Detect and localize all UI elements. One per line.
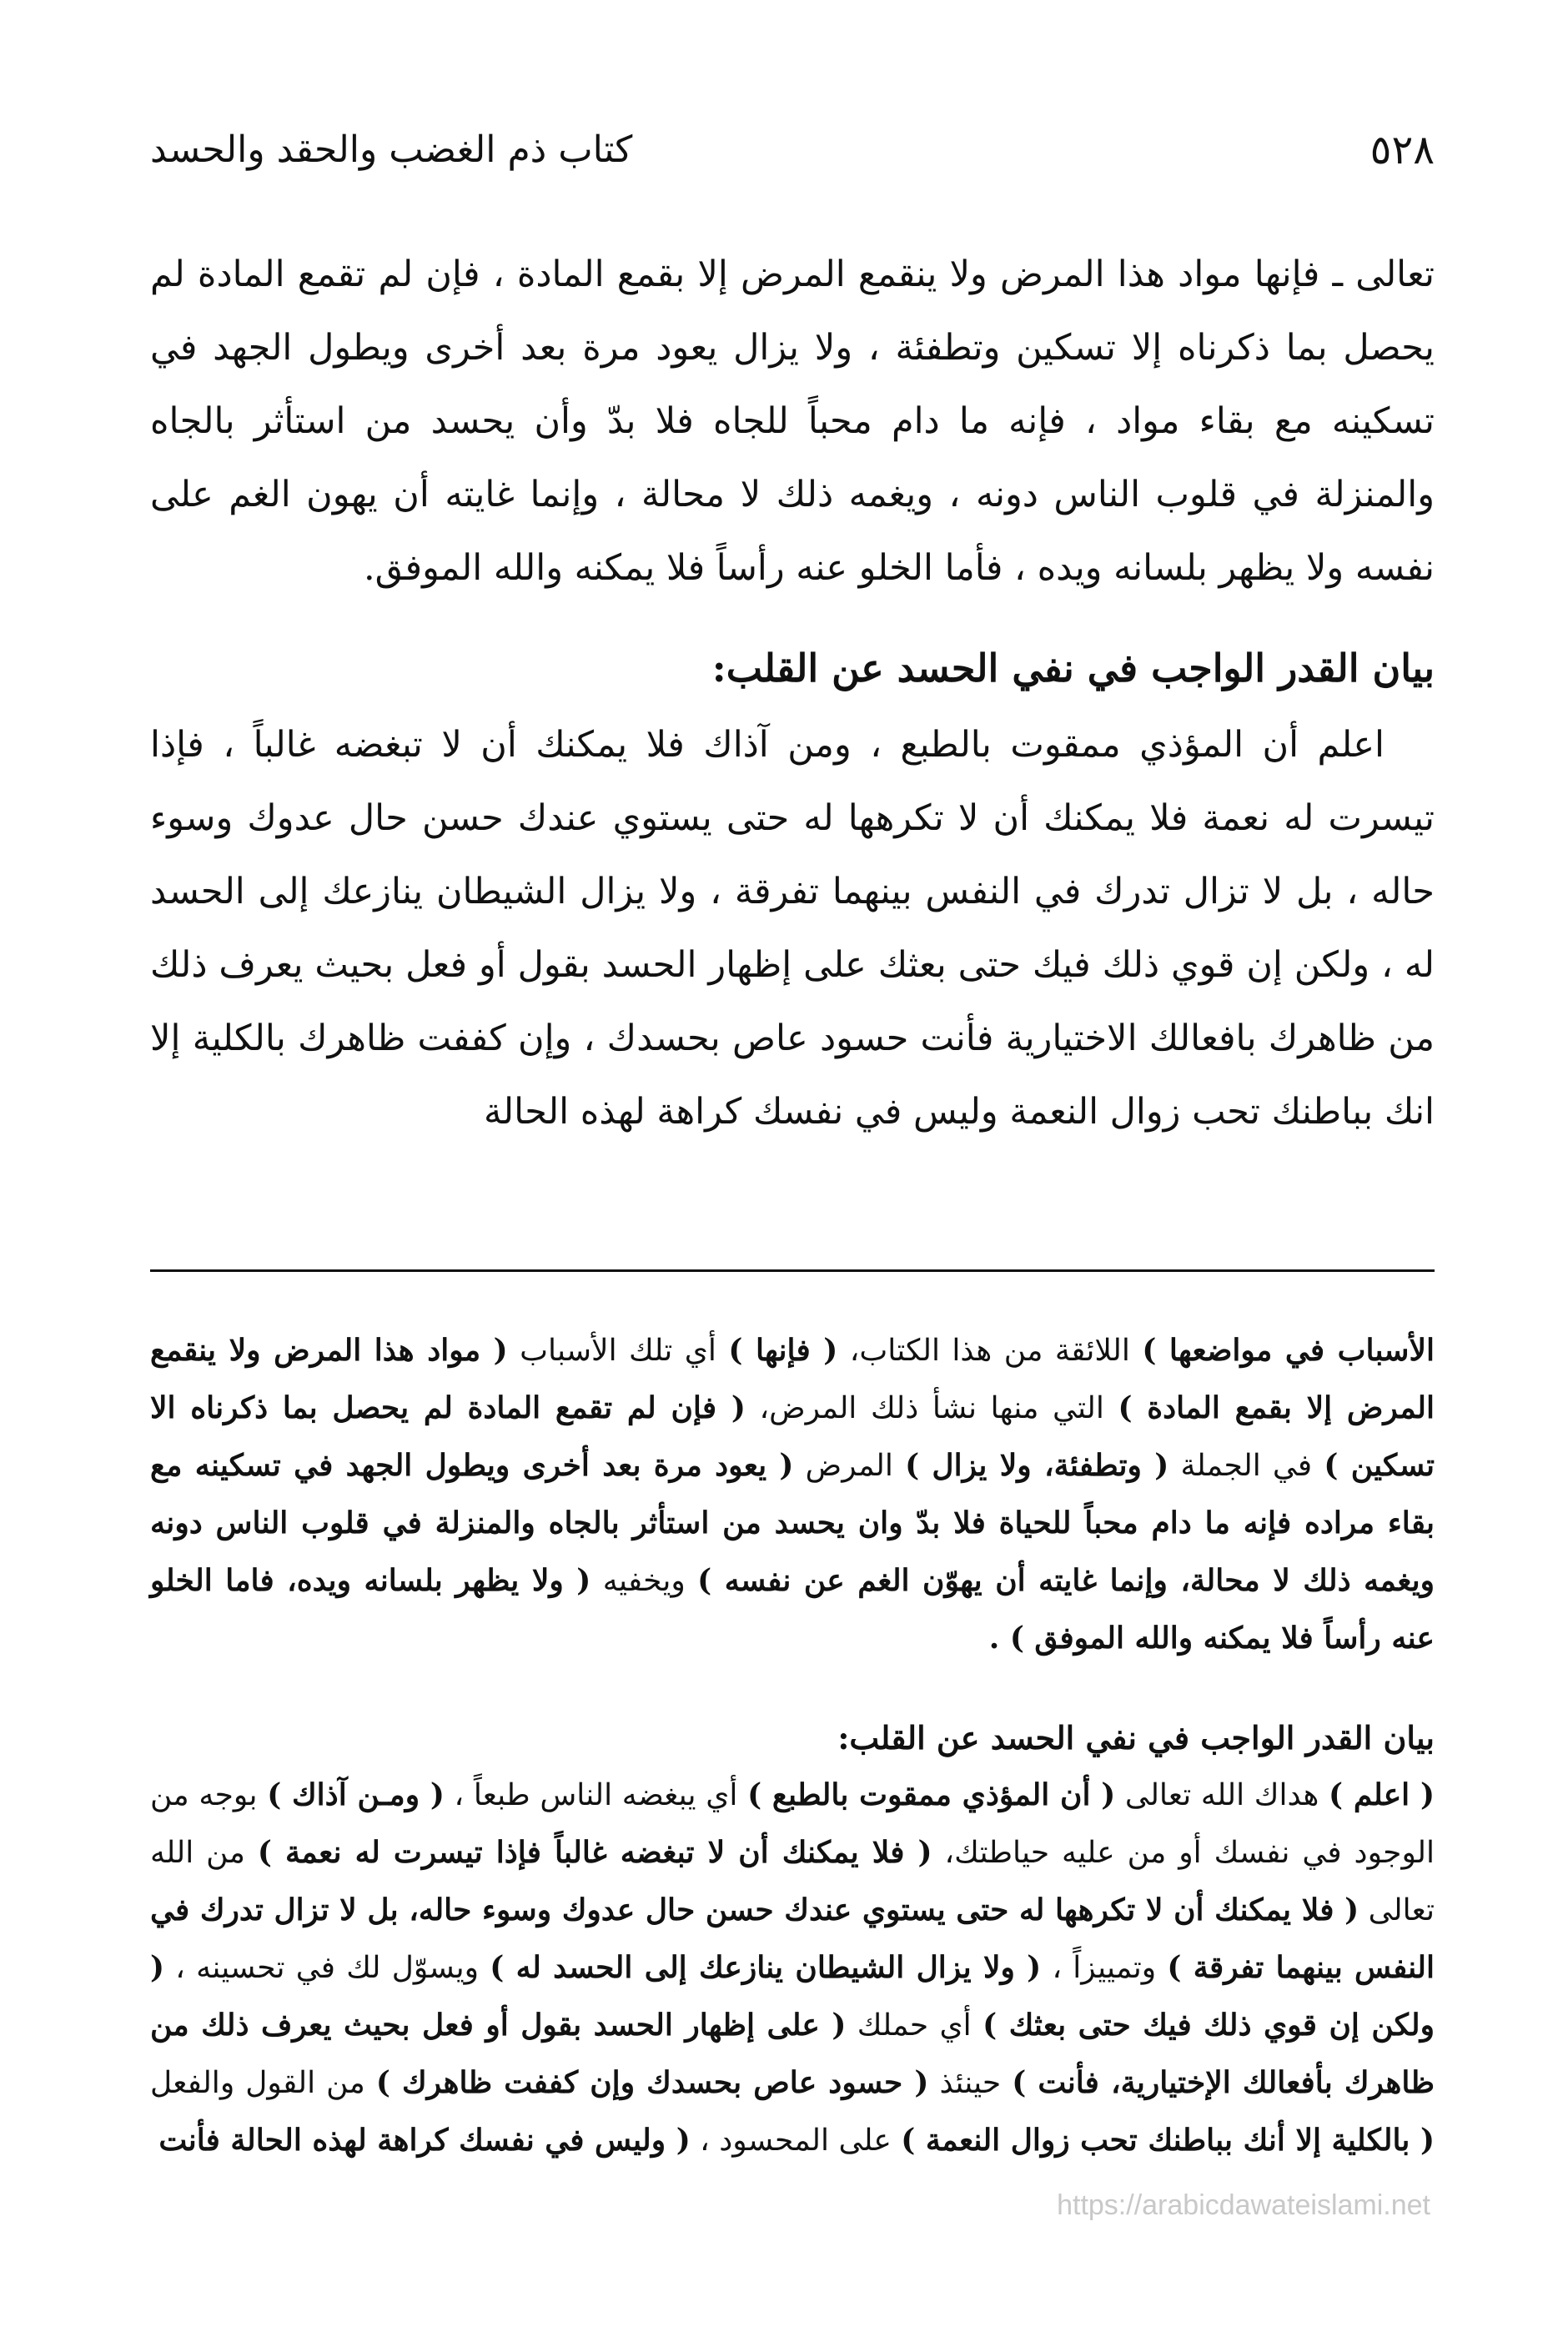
commentary-matn-text: ( مواد هذا المرض ولا ينقمع المرض إلا بقمع المادة ) <box>150 1333 1435 1425</box>
main-text <box>150 238 1435 1148</box>
commentary-sharh-text: من القول والفعل <box>150 2066 376 2100</box>
commentary-matn-text: ( حسود عاص بحسدك وإن كففت ظاهرك ) <box>375 2065 929 2100</box>
commentary-matn-text: ( ولكن إن قوي ذلك فيك حتى بعثك ) <box>150 1950 1435 2043</box>
main-paragraph-2: اعلم أن المؤذي ممقوت بالطبع ، ومن آذاك فلا يمكنك أن لا تبغضه غالباً ، فإذا تيسرت له نعمة فلا يمكنك أن لا تكرهها له حتى يستوي عندك حسن حال عدوك وسوء حاله ، بل لا تزال تدرك في النفس بينهما تفرقة ، ولا يزال الشيطان ينازعك إلى الحسد له ، ولكن إن قوي ذلك فيك حتى بعثك على إظهار الحسد بقول أو فعل بحيث يعرف ذلك من ظاهرك بافعالك الاختيارية فأنت حسود عاص بحسدك ، وإن كففت ظاهرك بالكلية إلا انك بباطنك تحب زوال النعمة وليس في نفسك كراهة لهذه الحالة <box>150 724 1435 1133</box>
page-header <box>150 117 1435 183</box>
commentary-matn-text: ( ومـن آذاك ) <box>267 1777 445 1812</box>
commentary-matn-text: ( فلا يمكنك أن لا تكرهها له حتى يستوي عندك حسن حال عدوك وسوء حاله، بل لا تزال تدرك في النفس بينهما تفرقة ) <box>150 1892 1435 1985</box>
commentary-sharh-text: اللائقة من هذا الكتاب، <box>837 1334 1143 1368</box>
commentary-heading: بيان القدر الواجب في نفي الحسد عن القلب: <box>837 1719 1435 1757</box>
commentary-matn-text: ( وليس في نفسك كراهة لهذه الحالة فأنت <box>158 2123 691 2158</box>
commentary-sharh-text: ويسوّل لك في تحسينه ، <box>164 1951 490 1985</box>
commentary-paragraph-2 <box>150 1767 1435 2169</box>
commentary-sharh-text: على المحسود ، <box>690 2123 902 2158</box>
book-page <box>150 108 1435 2294</box>
commentary-matn-text: ( أن المؤذي ممقوت بالطبع ) <box>747 1777 1116 1812</box>
commentary-matn-text: ( اعلم ) <box>1329 1777 1435 1812</box>
page-number: ٥٢٨ <box>1369 127 1435 173</box>
section-heading: بيان القدر الواجب في نفي الحسد عن القلب: <box>711 646 1435 691</box>
commentary-matn-text: ( وتطفئة، ولا يزال ) <box>905 1448 1169 1483</box>
watermark-url: https://arabicdawateislami.net <box>1057 2189 1430 2221</box>
main-paragraph-1: تعالى ـ فإنها مواد هذا المرض ولا ينقمع المرض إلا بقمع المادة ، فإن لم تقمع المادة لم يحصل بما ذكرناه إلا تسكين وتطفئة ، ولا يزال يعود مرة بعد أخرى ويطول الجهد في تسكينه مع بقاء مواد ، فإنه ما دام محباً للجاه فلا بدّ وأن يحسد من استأثر بالجاه والمنزلة في قلوب الناس دونه ، ويغمه ذلك لا محالة ، وإنما غايته أن يهون الغم على نفسه ولا يظهر بلسانه ويده ، فأما الخلو عنه رأساً فلا يمكنه والله الموفق. <box>150 254 1435 589</box>
footnote-divider <box>150 1269 1435 1272</box>
commentary-matn-text: ( بالكلية إلا أنك بباطنك تحب زوال النعمة ) <box>901 2123 1435 2158</box>
commentary-matn-text: ( فإن لم تقمع المادة لم يحصل بما ذكرناه الا تسكين ) <box>150 1390 1435 1483</box>
commentary-matn-text: ( فإنها ) <box>728 1333 838 1368</box>
commentary-sharh-text: حينئذ <box>928 2066 1013 2100</box>
commentary-sharh-text: من الله تعالى <box>150 1836 1435 1927</box>
commentary-sharh-text: هداك الله تعالى <box>1115 1778 1329 1812</box>
commentary-matn-text: ( يعود مرة بعد أخرى ويطول الجهد في تسكينه مع بقاء مراده فإنه ما دام محباً للحياة فلا بدّ وان يحسد من استأثر بالجاه والمنزلة في قلوب الناس دونه ويغمه ذلك لا محالة، وإنما غايته أن يهوّن الغم عن نفسه ) <box>150 1448 1435 1598</box>
commentary-sharh-text: ويخفيه <box>591 1564 698 1598</box>
commentary-matn-text: ( فلا يمكنك أن لا تبغضه غالباً فإذا تيسرت له نعمة ) <box>257 1835 932 1870</box>
commentary-sharh-text: المرض <box>793 1449 906 1483</box>
commentary-matn-text: ( على إظهار الحسد بقول أو فعل بحيث يعرف ذلك من ظاهرك بأفعالك الإختيارية، فأنت ) <box>150 2008 1435 2100</box>
commentary-sharh-text: أي حملك <box>846 2008 983 2043</box>
running-title: كتاب ذم الغضب والحقد والحسد <box>150 128 633 171</box>
commentary-sharh-text: وتمييزاً ، <box>1041 1951 1168 1985</box>
commentary-sharh-text: أي يبغضه الناس طبعاً ، <box>444 1778 748 1812</box>
commentary-sharh-text: بوجه من الوجود في نفسك أو من عليه حياطتك، <box>150 1778 1435 1870</box>
commentary-sharh-text: التي منها نشأ ذلك المرض، <box>745 1391 1118 1425</box>
commentary <box>150 1322 1435 2169</box>
commentary-paragraph-1 <box>150 1322 1435 1667</box>
commentary-sharh-text: أي تلك الأسباب <box>507 1334 729 1368</box>
commentary-matn-text: ( ولا يزال الشيطان ينازعك إلى الحسد له ) <box>490 1950 1042 1985</box>
commentary-matn-text: الأسباب في مواضعها ) <box>1142 1333 1435 1368</box>
commentary-matn-text: ( ولا يظهر بلسانه ويده، فاما الخلو عنه رأساً فلا يمكنه والله الموفق ) . <box>150 1563 1435 1656</box>
commentary-sharh-text: في الجملة <box>1168 1449 1324 1483</box>
